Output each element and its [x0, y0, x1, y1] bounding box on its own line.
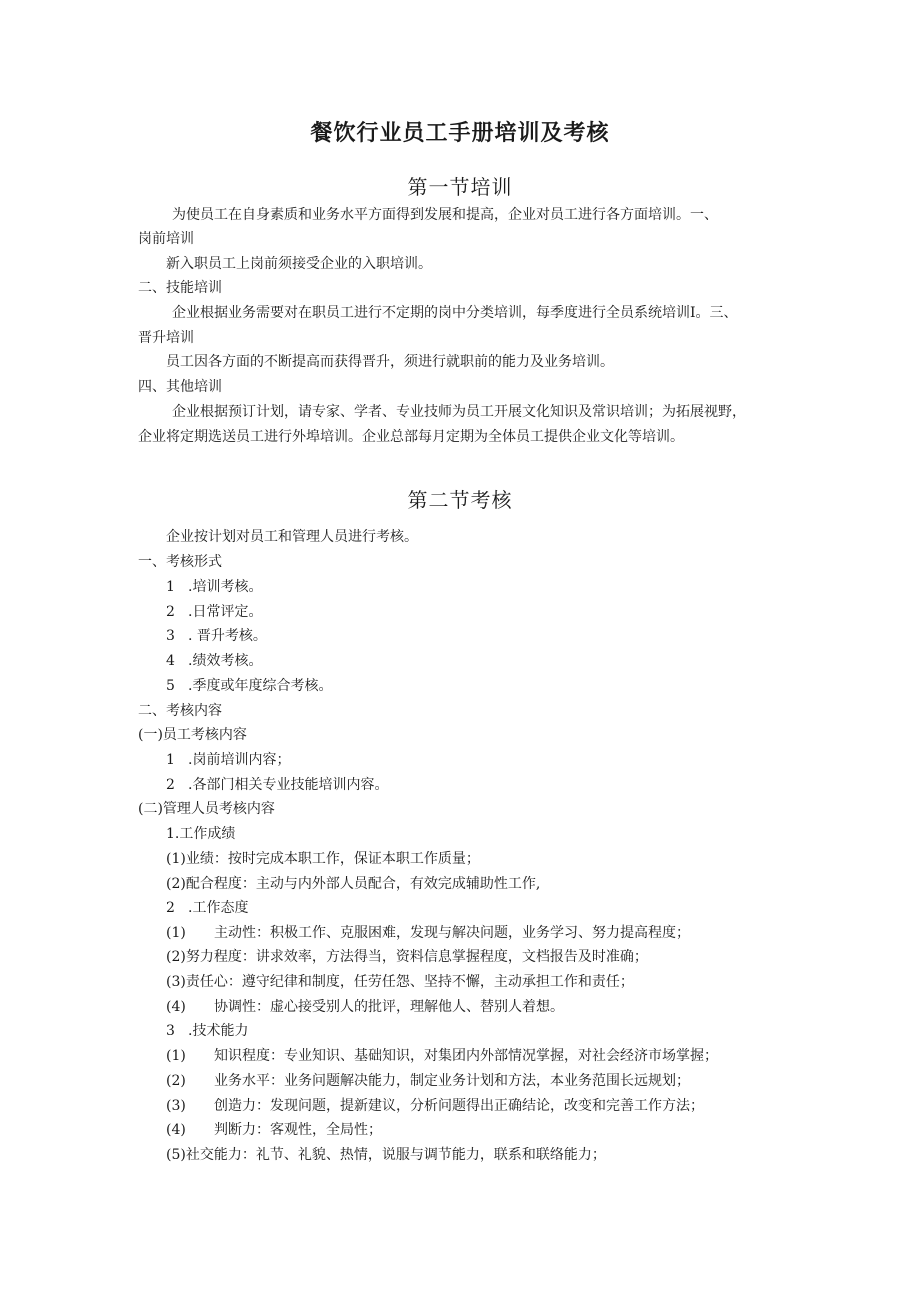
- paragraph-promotion: 员工因各方面的不断提高而获得晋升，须进行就职前的能力及业务培训。: [166, 354, 614, 370]
- item-cooperation: (2)配合程度：主动与内外部人员配合，有效完成辅助性工作,: [166, 876, 541, 892]
- list-item: [166, 627, 267, 645]
- subheading-skill-training: 二、技能培训: [138, 280, 222, 296]
- item-effort: (2)努力程度：讲求效率，方法得当，资料信息掌握程度，文档报告及时准确；: [166, 949, 648, 965]
- item-knowledge: [166, 1047, 718, 1065]
- list-item-number: (3): [166, 1098, 186, 1114]
- list-item-text: 判断力：客观性，全局性；: [214, 1122, 382, 1138]
- list-item-number: (2): [166, 1073, 186, 1089]
- list-item-text: .工作态度: [188, 900, 249, 916]
- list-item-number: 1: [166, 579, 175, 595]
- paragraph-onboarding: 新入职员工上岗前须接受企业的入职培训。: [166, 256, 432, 272]
- list-item-number: 2: [166, 900, 175, 916]
- item-initiative: [166, 924, 690, 942]
- list-item-text: .绩效考核。: [188, 653, 263, 669]
- item-responsibility: (3)责任心：遵守纪律和制度，任劳任怨、坚持不懈，主动承担工作和责任；: [166, 974, 634, 990]
- list-item-number: 5: [166, 678, 175, 694]
- list-item-text: 知识程度：专业知识、基础知识，对集团内外部情况掌握，对社会经济市场掌握；: [214, 1048, 718, 1064]
- paragraph-skill-line1: 企业根据业务需要对在职员工进行不定期的岗中分类培训，每季度进行全员系统培训I。三、: [172, 305, 738, 321]
- section-heading-assessment: 第二节考核: [407, 488, 513, 512]
- list-item-number: 2: [166, 777, 175, 793]
- subheading-manager-assessment: (二)管理人员考核内容: [138, 801, 275, 817]
- item-performance: (1)业绩：按时完成本职工作，保证本职工作质量；: [166, 851, 480, 867]
- list-item-text: .技术能力: [188, 1023, 249, 1039]
- list-item-text: .日常评定。: [188, 604, 263, 620]
- subheading-assessment-forms: 一、考核形式: [138, 554, 222, 570]
- subheading-work-attitude: [166, 899, 248, 917]
- subheading-work-results: 1.工作成绩: [166, 826, 236, 842]
- list-item-number: (1): [166, 1048, 186, 1064]
- subheading-staff-assessment: (一)员工考核内容: [138, 727, 247, 743]
- list-item-text: .季度或年度综合考核。: [188, 678, 333, 694]
- list-item-number: (4): [166, 999, 186, 1015]
- paragraph-intro-line1: 为使员工在自身素质和业务水平方面得到发展和提高，企业对员工进行各方面培训。一、: [172, 207, 718, 223]
- list-item: [166, 776, 388, 794]
- list-item: [166, 677, 332, 695]
- document-title: 餐饮行业员工手册培训及考核: [310, 121, 610, 146]
- list-item-text: 协调性：虚心接受别人的批评，理解他人、替别人着想。: [214, 999, 564, 1015]
- list-item-text: .各部门相关专业技能培训内容。: [188, 777, 389, 793]
- item-business-level: [166, 1072, 690, 1090]
- list-item: [166, 652, 262, 670]
- list-item-number: (4): [166, 1122, 186, 1138]
- list-item: [166, 603, 262, 621]
- list-item: [166, 578, 262, 596]
- list-item: [166, 751, 290, 769]
- list-item-text: .岗前培训内容；: [188, 752, 291, 768]
- paragraph-intro-line2: 岗前培训: [138, 231, 194, 247]
- item-creativity: [166, 1097, 704, 1115]
- paragraph-skill-line2: 晋升培训: [138, 330, 194, 346]
- subheading-assessment-content: 二、考核内容: [138, 703, 222, 719]
- list-item-number: 4: [166, 653, 175, 669]
- list-item-number: 2: [166, 604, 175, 620]
- list-item-number: 3: [166, 628, 175, 644]
- list-item-text: . 晋升考核。: [188, 628, 267, 644]
- list-item-number: (1): [166, 925, 186, 941]
- list-item-text: .培训考核。: [188, 579, 263, 595]
- paragraph-other-line1: 企业根据预订计划，请专家、学者、专业技师为员工开展文化知识及常识培训；为拓展视野，: [172, 404, 746, 420]
- paragraph-assessment-intro: 企业按计划对员工和管理人员进行考核。: [166, 529, 418, 545]
- list-item-text: 业务水平：业务问题解决能力，制定业务计划和方法，本业务范围长远规划；: [214, 1073, 690, 1089]
- list-item-text: 主动性：积极工作、克服困难，发现与解决问题，业务学习、努力提高程度；: [214, 925, 690, 941]
- subheading-other-training: 四、其他培训: [138, 379, 222, 395]
- item-social-ability: (5)社交能力：礼节、礼貌、热情，说服与调节能力，联系和联络能力；: [166, 1147, 606, 1163]
- list-item-number: 1: [166, 752, 175, 768]
- item-judgment: [166, 1121, 382, 1139]
- subheading-technical-ability: [166, 1022, 248, 1040]
- list-item-number: 3: [166, 1023, 175, 1039]
- paragraph-other-line2: 企业将定期选送员工进行外埠培训。企业总部每月定期为全体员工提供企业文化等培训。: [138, 429, 684, 445]
- list-item-text: 创造力：发现问题，提新建议，分析问题得出正确结论，改变和完善工作方法；: [214, 1098, 704, 1114]
- item-coordination: [166, 998, 564, 1016]
- section-heading-training: 第一节培训: [407, 175, 513, 199]
